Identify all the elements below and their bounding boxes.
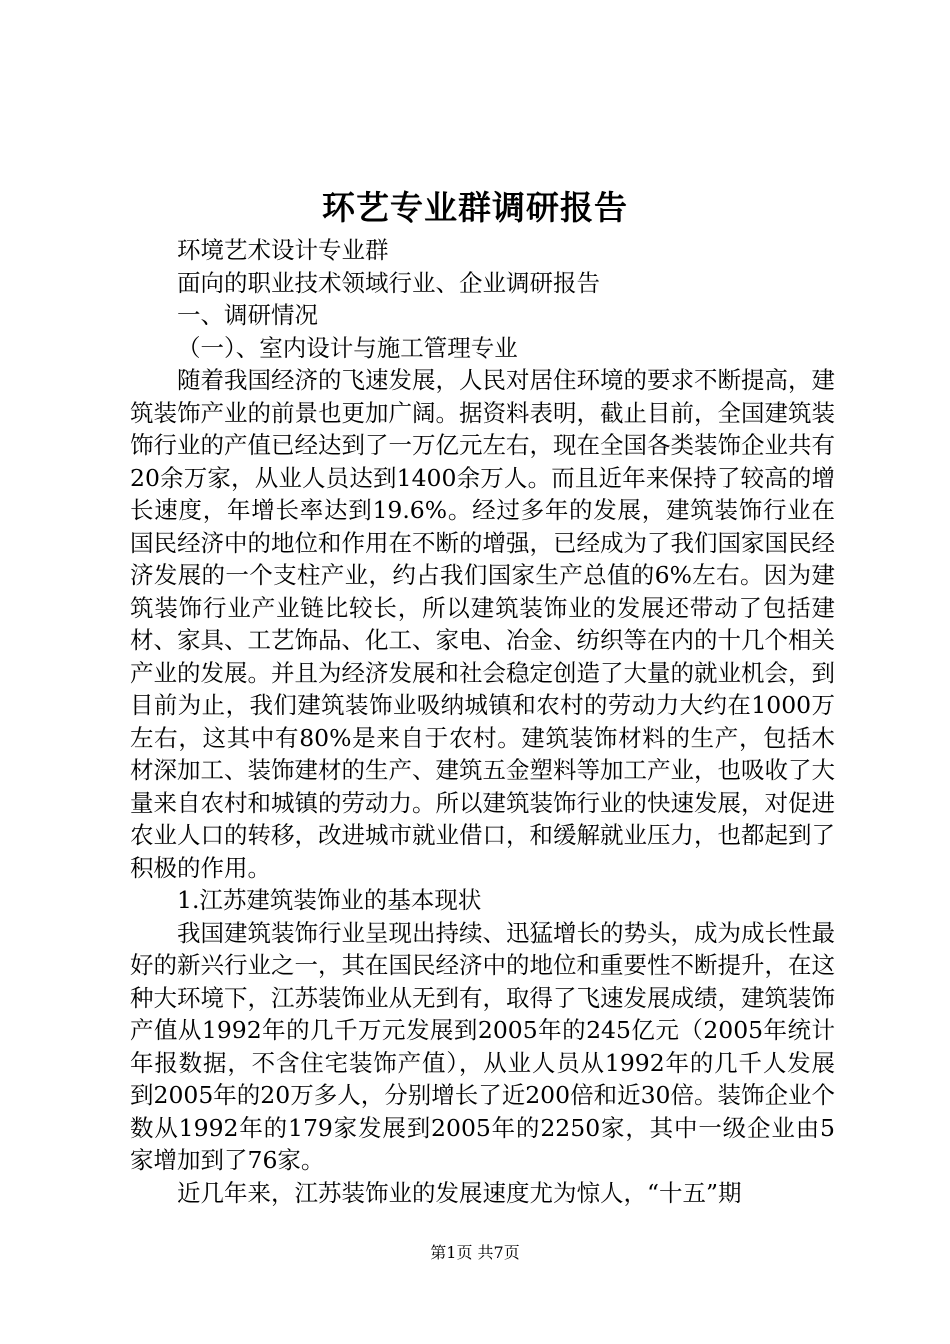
paragraph-report-name: 面向的职业技术领域行业、企业调研报告	[177, 268, 600, 297]
paragraph-subtitle: 环境艺术设计专业群	[177, 236, 389, 264]
paragraph-jiangsu-growth: 我国建筑装饰行业呈现出持续、迅猛增长的势头，成为成长性最好的新兴行业之一，其在国民经济中的地位和重要性不断提升，在这种大环境下，江苏装饰业从无到有，取得了飞速发展成绩，建筑装饰产值从1992年的几千万元发展到2005年的245亿元（2005年统计年报数据，不含住宅装饰产值），从业人员从1992年的几千人发展到2005年的20万多人，分别增长了近200倍和近30倍。装饰企业个数从1992年的179家发展到2005年的2250家，其中一级企业由5家增加到了76家。	[130, 918, 835, 1174]
paragraph-recent-years: 近几年来，江苏装饰业的发展速度尤为惊人，“十五”期	[177, 1178, 742, 1207]
paragraph-industry-overview: 随着我国经济的飞速发展，人民对居住环境的要求不断提高，建筑装饰产业的前景也更加广阔。据资料表明，截止目前，全国建筑装饰行业的产值已经达到了一万亿元左右，现在全国各类装饰企业共有20余万家，从业人员达到1400余万人。而且近年来保持了较高的增长速度，年增长率达到19.6%。经过多年的发展，建筑装饰行业在国民经济中的地位和作用在不断的增强，已经成为了我们国家国民经济发展的一个支柱产业，约占我们国家生产总值的6%左右。因为建筑装饰行业产业链比较长，所以建筑装饰业的发展还带动了包括建材、家具、工艺饰品、化工、家电、冶金、纺织等在内的十几个相关产业的发展。并且为经济发展和社会稳定创造了大量的就业机会，到目前为止，我们建筑装饰业吸纳城镇和农村的劳动力大约在1000万左右，这其中有80%是来自于农村。建筑装饰材料的生产，包括木材深加工、装饰建材的生产、建筑五金塑料等加工产业，也吸收了大量来自农村和城镇的劳动力。所以建筑装饰行业的快速发展，对促进农业人口的转移，改进城市就业借口，和缓解就业压力，也都起到了积极的作用。	[130, 366, 835, 882]
section-heading: 一、调研情况	[177, 301, 318, 329]
page-footer: 第1页 共7页	[430, 1243, 520, 1262]
document-title: 环艺专业群调研报告	[322, 188, 628, 227]
subsection-jiangsu-status: 1.江苏建筑装饰业的基本现状	[177, 886, 482, 914]
subsection-heading: （一）、室内设计与施工管理专业	[177, 333, 518, 362]
document-body	[130, 234, 835, 1209]
